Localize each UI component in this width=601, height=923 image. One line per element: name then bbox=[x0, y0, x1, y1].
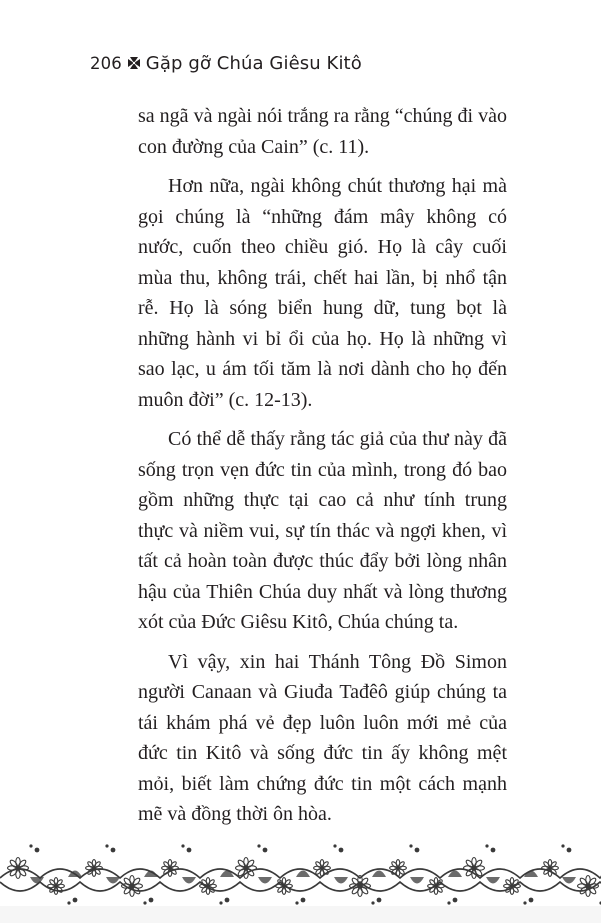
leaf-motif bbox=[410, 877, 424, 884]
berry-motif bbox=[377, 898, 382, 903]
leaf-motif bbox=[296, 871, 310, 878]
flower-motif bbox=[86, 860, 103, 877]
running-title: Gặp gỡ Chúa Giêsu Kitô bbox=[145, 52, 362, 74]
flower-motif bbox=[236, 858, 257, 879]
maltese-cross-icon bbox=[127, 56, 141, 70]
berry-motif bbox=[295, 901, 298, 904]
berry-motif bbox=[339, 848, 344, 853]
leaf-motif bbox=[334, 877, 348, 884]
berry-motif bbox=[371, 901, 374, 904]
berry-motif bbox=[67, 901, 70, 904]
flower-motif bbox=[276, 878, 293, 895]
flower-motif bbox=[48, 878, 65, 895]
berry-motif bbox=[561, 844, 564, 847]
leaf-motif bbox=[258, 877, 272, 884]
berry-motif bbox=[143, 901, 146, 904]
berry-motif bbox=[181, 844, 184, 847]
berry-motif bbox=[529, 898, 534, 903]
leaf-motif bbox=[144, 871, 158, 878]
berry-motif bbox=[485, 844, 488, 847]
berry-motif bbox=[149, 898, 154, 903]
floral-border-ornament bbox=[0, 838, 601, 906]
running-header bbox=[90, 50, 362, 76]
floral-border-svg bbox=[0, 838, 601, 906]
berry-motif bbox=[35, 848, 40, 853]
flower-motif bbox=[200, 878, 217, 895]
berry-motif bbox=[491, 848, 496, 853]
berry-motif bbox=[301, 898, 306, 903]
flower-motif bbox=[464, 858, 485, 879]
berry-motif bbox=[111, 848, 116, 853]
flower-motif bbox=[314, 860, 331, 877]
berry-motif bbox=[225, 898, 230, 903]
leaf-motif bbox=[486, 877, 500, 884]
leaf-motif bbox=[182, 877, 196, 884]
flower-motif bbox=[428, 878, 445, 895]
page-number: 206 bbox=[90, 53, 122, 73]
berry-motif bbox=[29, 844, 32, 847]
paragraph: Vì vậy, xin hai Thánh Tông Đồ Simon người Canaan và Giuđa Tađêô giúp chúng ta tái khám phá vẻ đẹp luôn luôn mới mẻ của đức tin Kitô và sống đức tin ấy không mệt mỏi, biết làm chứng đức tin một cách mạnh mẽ và đồng thời ôn hòa. bbox=[138, 650, 507, 825]
berry-motif bbox=[333, 844, 336, 847]
berry-motif bbox=[257, 844, 260, 847]
paragraph: sa ngã và ngài nói trắng ra rằng “chúng đi vào con đường của Cain” (c. 11). bbox=[138, 105, 507, 158]
berry-motif bbox=[447, 901, 450, 904]
bottom-margin-strip bbox=[0, 906, 601, 923]
berry-motif bbox=[73, 898, 78, 903]
leaf-motif bbox=[562, 877, 576, 884]
flower-motif bbox=[504, 878, 521, 895]
berry-motif bbox=[453, 898, 458, 903]
paragraph: Có thể dễ thấy rằng tác giả của thư này đã sống trọn vẹn đức tin của mình, trong đó bao gồm những thực tại cao cả như tính trung thực và niềm vui, sự tín thác và ngợi khen, vì tất cả hoàn toàn được thúc đẩy bởi lòng nhân hậu của Thiên Chúa duy nhất và lòng thương xót của Đức Giêsu Kitô, Chúa chúng ta. bbox=[138, 428, 507, 633]
flower-motif bbox=[8, 858, 29, 879]
berry-motif bbox=[263, 848, 268, 853]
berry-motif bbox=[105, 844, 108, 847]
body-text bbox=[138, 101, 507, 839]
berry-motif bbox=[219, 901, 222, 904]
berry-motif bbox=[187, 848, 192, 853]
flower-motif bbox=[390, 860, 407, 877]
leaf-motif bbox=[106, 877, 120, 884]
berry-motif bbox=[523, 901, 526, 904]
berry-motif bbox=[415, 848, 420, 853]
leaf-motif bbox=[372, 871, 386, 878]
berry-motif bbox=[567, 848, 572, 853]
leaf-motif bbox=[524, 871, 538, 878]
leaf-motif bbox=[30, 877, 44, 884]
paragraph: Hơn nữa, ngài không chút thương hại mà gọi chúng là “những đám mây không có nước, cuốn theo chiều gió. Họ là cây cuối mùa thu, không trái, chết hai lần, bị nhổ tận rễ. Họ là sóng biển hung dữ, tung bọt là những hành vi bỉ ổi của họ. Họ là những vì sao lạc, u ám tối tăm là nơi dành cho họ đến muôn đời” (c. 12-13). bbox=[138, 175, 507, 411]
berry-motif bbox=[409, 844, 412, 847]
flower-motif bbox=[542, 860, 559, 877]
flower-motif bbox=[162, 860, 179, 877]
